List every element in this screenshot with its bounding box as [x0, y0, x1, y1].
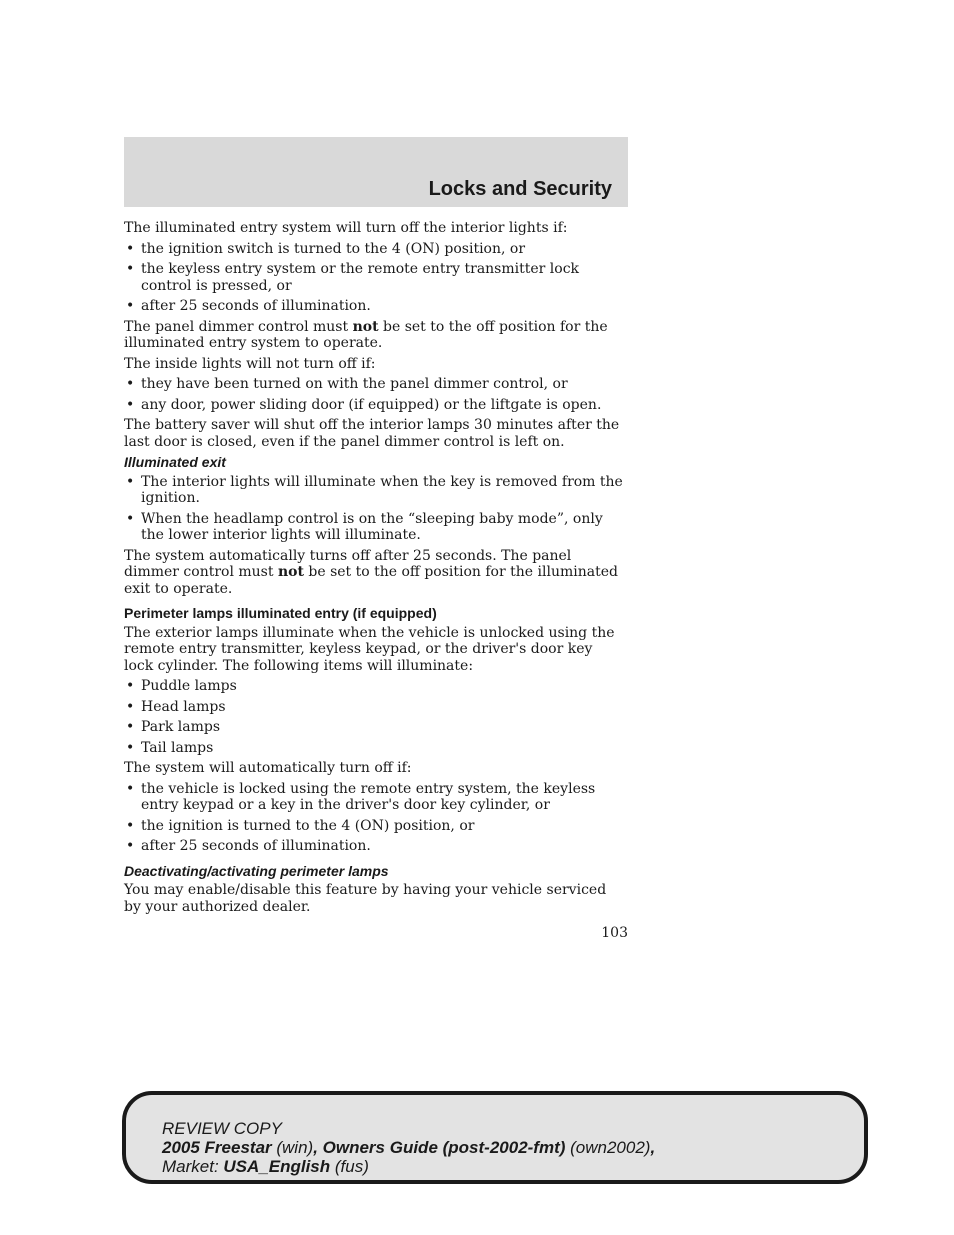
- subheading-illuminated-exit: Illuminated exit: [124, 454, 226, 470]
- footer-market-line: Market: USA_English (fus): [162, 1157, 369, 1176]
- list-item: • after 25 seconds of illumination.: [124, 298, 624, 315]
- list-item: • Head lamps: [124, 699, 624, 716]
- bullet-list: [124, 241, 624, 315]
- page-content: [124, 220, 624, 919]
- list-item: • Park lamps: [124, 719, 624, 736]
- section-header-band: [124, 137, 628, 207]
- paragraph: The battery saver will shut off the interior lamps 30 minutes after the last door is closed, even if the panel dimmer control is left on.: [124, 417, 620, 450]
- paragraph: The exterior lamps illuminate when the vehicle is unlocked using the remote entry transmitter, keyless keypad, or the driver's door key lock cylinder. The following items will illuminate:: [124, 624, 615, 674]
- paragraph: The system will automatically turn off if:: [124, 760, 412, 776]
- footer-text: [162, 1119, 655, 1176]
- list-item: • Tail lamps: [124, 740, 624, 757]
- subheading-perimeter-lamps: Perimeter lamps illuminated entry (if equipped): [124, 605, 437, 621]
- page-number: 103: [601, 925, 628, 941]
- bullet-list: [124, 474, 624, 544]
- list-item: • The interior lights will illuminate when the key is removed from the ignition.: [124, 474, 624, 507]
- section-title: Locks and Security: [428, 178, 612, 200]
- list-item: • the keyless entry system or the remote entry transmitter lock control is pressed, or: [124, 261, 624, 294]
- list-item: • they have been turned on with the panel dimmer control, or: [124, 376, 624, 393]
- list-item: • the vehicle is locked using the remote entry system, the keyless entry keypad or a key in the driver's door key cylinder, or: [124, 781, 624, 814]
- list-item: • When the headlamp control is on the “sleeping baby mode”, only the lower interior lights will illuminate.: [124, 511, 624, 544]
- list-item: • Puddle lamps: [124, 678, 624, 695]
- paragraph: The system automatically turns off after 25 seconds. The panel dimmer control must not be set to the off position for the illuminated exit to operate.: [124, 547, 618, 597]
- bullet-list: [124, 376, 624, 413]
- paragraph: The panel dimmer control must not be set to the off position for the illuminated entry system to operate.: [124, 318, 608, 351]
- review-copy-label: REVIEW COPY: [162, 1119, 282, 1138]
- paragraph: The inside lights will not turn off if:: [124, 355, 376, 372]
- list-item: • any door, power sliding door (if equipped) or the liftgate is open.: [124, 397, 624, 414]
- paragraph: You may enable/disable this feature by having your vehicle serviced by your authorized dealer.: [124, 882, 607, 915]
- list-item: • the ignition is turned to the 4 (ON) position, or: [124, 818, 624, 835]
- list-item: • the ignition switch is turned to the 4 (ON) position, or: [124, 241, 624, 258]
- subheading-deactivating: Deactivating/activating perimeter lamps: [124, 862, 389, 879]
- review-copy-footer: [122, 1091, 868, 1184]
- footer-doc-line: 2005 Freestar (win), Owners Guide (post-2002-fmt) (own2002),: [162, 1138, 656, 1157]
- bullet-list: [124, 678, 624, 756]
- paragraph: The illuminated entry system will turn off the interior lights if:: [124, 220, 568, 236]
- list-item: • after 25 seconds of illumination.: [124, 838, 624, 855]
- bullet-list: [124, 781, 624, 855]
